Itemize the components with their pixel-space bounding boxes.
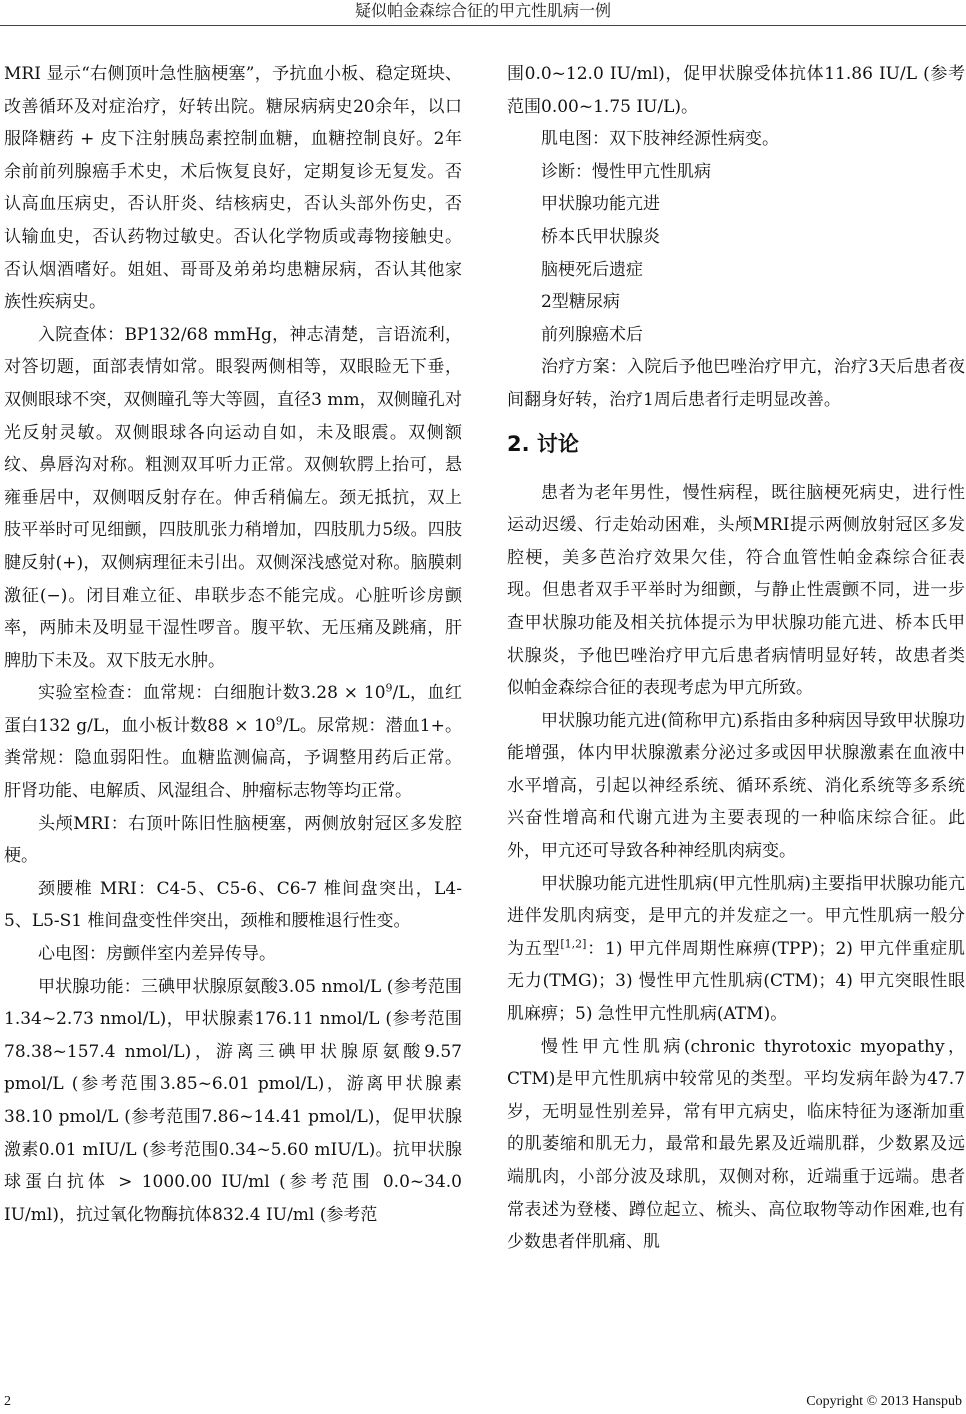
paragraph-head-mri: 头颅MRI：右顶叶陈旧性脑梗塞，两侧放射冠区多发腔梗。 [4, 813, 462, 867]
paragraph-spine-mri: 颈腰椎 MRI：C4-5、C5-6、C6-7 椎间盘突出，L4-5、L5-S1 椎间盘变性伴突出，颈椎和腰椎退行性变。 [4, 878, 462, 932]
paragraph-thyroid-continued: 围0.0~12.0 IU/ml)，促甲状腺受体抗体11.86 IU/L (参考范围0.00~1.75 IU/L)。 [507, 64, 965, 117]
lab-text-a: 实验室检查：血常规：白细胞计数3.28 × 10 [38, 683, 386, 704]
paragraph-history: MRI 显示“右侧顶叶急性脑梗塞”，予抗血小板、稳定斑块、改善循环及对症治疗，好转出院。糖尿病病史20余年，以口服降糖药 + 皮下注射胰岛素控制血糖，血糖控制良好。2年余前前列腺癌手术史，术后恢复良好，定期复诊无复发。否认高血压病史，否认肝炎、结核病史，否认头部外伤史，否认输血史，否认药物过敏史。否认化学物质或毒物接触史。否认烟酒嗜好。姐姐、哥哥及弟弟均患糖尿病，否认其他家族性疾病史。 [4, 64, 462, 313]
header-rule [0, 25, 966, 26]
left-column [4, 58, 462, 1231]
lab-text-b: /L，血红蛋白132 g/L，血小板计数88 × 10 [4, 683, 462, 736]
diagnosis-line: 脑梗死后遗症 [541, 259, 643, 280]
paragraph-discussion-3 [507, 868, 965, 1031]
running-header: 疑似帕金森综合征的甲亢性肌病一例 [354, 1, 611, 20]
paragraph-ecg: 心电图：房颤伴室内差异传导。 [38, 944, 276, 965]
diagnosis-line: 诊断：慢性甲亢性肌病 [541, 161, 711, 182]
right-column [507, 58, 965, 1259]
paragraph-discussion-4: 慢性甲亢性肌病(chronic thyrotoxic myopathy，CTM)是甲亢性肌病中较常见的类型。平均发病年龄为47.7岁，无明显性别差异，常有甲亢病史，临床特征为逐渐加重的肌萎缩和肌无力，最常和最先累及近端肌群，少数累及远端肌肉，小部分波及球肌，双侧对称，近端重于远端。患者常表述为登楼、蹲位起立、梳头、高位取物等动作困难,也有少数患者伴肌痛、肌 [507, 1036, 965, 1253]
section-heading-discussion: 2. 讨论 [507, 431, 579, 456]
diagnosis-line: 前列腺癌术后 [541, 324, 643, 345]
copyright-notice: Copyright © 2013 Hanspub [806, 1394, 962, 1409]
paragraph-treatment: 治疗方案：入院后予他巴唑治疗甲亢，治疗3天后患者夜间翻身好转，治疗1周后患者行走明显改善。 [507, 357, 965, 410]
paragraph-lab-tests [4, 677, 462, 807]
superscript-exponent: 9 [275, 714, 283, 728]
discussion-3-text-b: ：1) 甲亢伴周期性麻痹(TPP)；2) 甲亢伴重症肌无力(TMG)；3) 慢性甲亢性肌病(CTM)；4) 甲亢突眼性眼肌麻痹；5) 急性甲亢性肌病(ATM)。 [507, 938, 966, 1025]
diagnosis-line: 2型糖尿病 [541, 292, 620, 313]
paragraph-discussion-2: 甲状腺功能亢进(简称甲亢)系指由多种病因导致甲状腺功能增强，体内甲状腺激素分泌过多或因甲状腺激素在血液中水平增高，引起以神经系统、循环系统、消化系统等多系统兴奋性增高和代谢亢进为主要表现的一种临床综合征。此外，甲亢还可导致各种神经肌肉病变。 [507, 710, 965, 862]
lab-text-c: /L。尿常规：潜血1+。粪常规：隐血弱阳性。血糖监测偏高，予调整用药后正常。肝肾功能、电解质、风湿组合、肿瘤标志物等均正常。 [4, 715, 462, 802]
paragraph-physical-exam: 入院查体：BP132/68 mmHg，神志清楚，言语流利，对答切题，面部表情如常。眼裂两侧相等，双眼睑无下垂，双侧眼球不突，双侧瞳孔等大等圆，直径3 mm，双侧瞳孔对光反射灵敏。双侧眼球各向运动自如，未及眼震。双侧额纹、鼻唇沟对称。粗测双耳听力正常。双侧软腭上抬可，悬雍垂居中，双侧咽反射存在。伸舌稍偏左。颈无抵抗，双上肢平举时可见细颤，四肢肌张力稍增加，四肢肌力5级。四肢腱反射(+)，双侧病理征未引出。双侧深浅感觉对称。脑膜刺激征(−)。闭目难立征、串联步态不能完成。心脏听诊房颤率，两肺未及明显干湿性啰音。腹平软、无压痛及跳痛，肝脾肋下未及。双下肢无水肿。 [4, 324, 462, 671]
diagnosis-line: 桥本氏甲状腺炎 [541, 226, 660, 247]
citation-superscript: [1,2] [560, 937, 587, 951]
superscript-exponent: 9 [385, 681, 393, 695]
discussion-3-text-a: 甲状腺功能亢进性肌病(甲亢性肌病)主要指甲状腺功能亢进伴发肌肉病变，是甲亢的并发症之一。甲亢性肌病一般分为五型 [507, 873, 965, 959]
paragraph-thyroid-function: 甲状腺功能：三碘甲状腺原氨酸3.05 nmol/L (参考范围1.34~2.73 nmol/L)，甲状腺素176.11 nmol/L (参考范围78.38~157.4 nmol/L)，游离三碘甲状腺原氨酸9.57 pmol/L (参考范围3.85~6.01 pmol/L)，游离甲状腺素38.10 pmol/L (参考范围7.86~14.41 pmol/L)，促甲状腺激素0.01 mIU/L (参考范围0.34~5.60 mIU/L)。抗甲状腺球蛋白抗体 > 1000.00 IU/ml (参考范围 0.0~34.0 IU/ml)，抗过氧化物酶抗体832.4 IU/ml (参考范 [4, 976, 462, 1225]
paragraph-emg: 肌电图：双下肢神经源性病变。 [541, 129, 779, 150]
paragraph-discussion-1: 患者为老年男性，慢性病程，既往脑梗死病史，进行性运动迟缓、行走始动困难，头颅MRI提示两侧放射冠区多发腔梗，美多芭治疗效果欠佳，符合血管性帕金森综合征表现。但患者双手平举时为细颤，与静止性震颤不同，进一步查甲状腺功能及相关抗体提示为甲状腺功能亢进、桥本氏甲状腺炎，予他巴唑治疗甲亢后患者病情明显好转，故患者类似帕金森综合征的表现考虑为甲亢所致。 [507, 482, 965, 699]
page-number: 2 [4, 1394, 11, 1409]
diagnosis-line: 甲状腺功能亢进 [541, 194, 660, 215]
